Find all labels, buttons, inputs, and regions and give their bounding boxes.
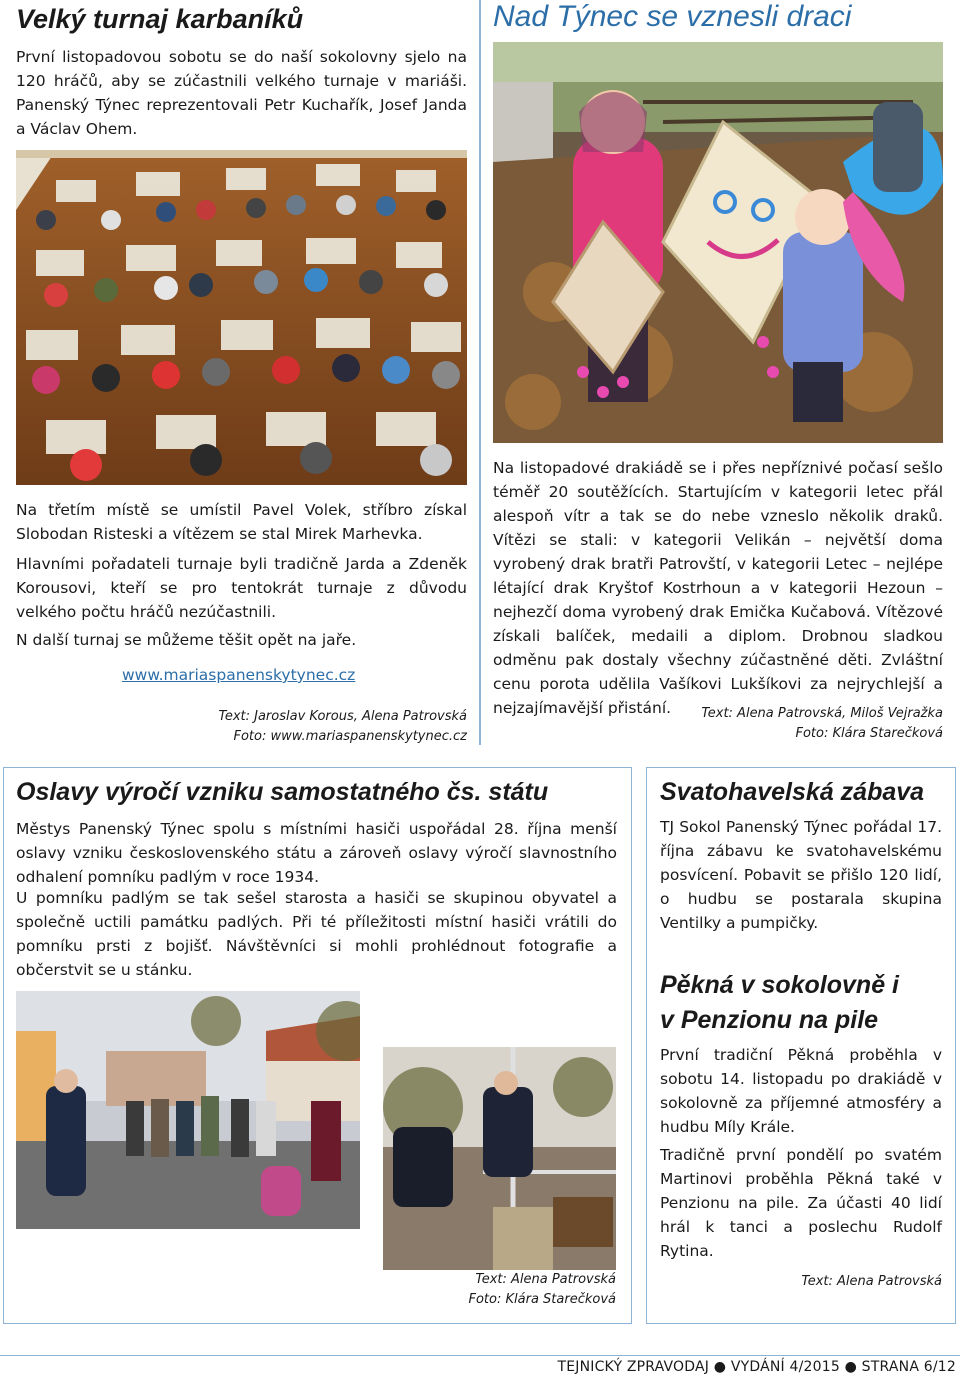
pekna-p1: První tradiční Pěkná proběhla v sobotu 14. listopadu po drakiádě v sokolovně za příjemné atmosféry a hudbu Míly Krále. (660, 1046, 942, 1136)
card-firefighters-photo (383, 1047, 616, 1270)
footer-rule (0, 1355, 960, 1356)
turnaj-credit-text: Text: Jaroslav Korous, Alena Patrovská (218, 709, 467, 724)
oslavy-p2: U pomníku padlým se tak sešel starosta a hasiči se skupinou obyvatel a společně uctili památku padlých. Při té příležitosti místní hasiči vrátili do pomníku prsti z bojišť. Návštěvníci si mohli prohlédnout fotografie a občerstvit se u stánku. (16, 889, 617, 979)
oslavy-title: Oslavy výročí vzniku samostatného čs. státu (16, 778, 549, 806)
turnaj-credit-photo: Foto: www.mariaspanenskytynec.cz (233, 729, 467, 744)
footer-text: TEJNICKÝ ZPRAVODAJ ● VYDÁNÍ 4/2015 ● STRANA 6/12 (557, 1359, 956, 1375)
pekna-p2: Tradičně první pondělí po svatém Martinovi proběhla Pěkná také v Penzionu na pile. Za účasti 40 lidí hrál k tanci a poslechu Rudolf Rytina. (660, 1146, 942, 1260)
draci-credit-photo: Foto: Klára Starečková (795, 726, 943, 741)
column-divider (479, 0, 481, 745)
pekna-title-line2: v Penzionu na pile (660, 1006, 879, 1034)
oslavy-credit-text: Text: Alena Patrovská (475, 1272, 616, 1287)
pekna-credit-text: Text: Alena Patrovská (801, 1274, 942, 1289)
turnaj-intro: První listopadovou sobotu se do naší sokolovny sjelo na 120 hráčů, aby se zúčastnili velkého turnaje v mariáši. Panenský Týnec reprezentovali Petr Kuchařík, Josef Janda a Václav Ohem. (16, 48, 467, 138)
zabava-title: Svatohavelská zábava (660, 778, 925, 806)
card-kites-photo (493, 42, 943, 443)
draci-body: Na listopadové drakiádě se i přes nepříznivé počasí sešlo téměř 20 soutěžících. Startujícím v kategorii letec přál alespoň vítr a tak se do nebe vzneslo několik draků. Vítězi se stali: v kategorii Velikán – největší doma vyrobený drak bratři Patrovští, v kategorii Letec – nejlépe létající drak Kryštof Kostrhoun a v kategorii Hezoun – nejhezčí doma vyrobený drak Emička Kučabová. Vítězové získali balíček, medaili a diplom. Drobnou sladkou odměnu pak dostaly všechny zúčastněné děti. Zvláštní cenu porota udělila Vašíkovi Lukšíkovi za nejrychlejší a nejzajímavější přistání. (493, 459, 943, 717)
card-memorial-crowd-photo (16, 991, 360, 1229)
pekna-title-line1: Pěkná v sokolovně i (660, 971, 899, 999)
pekna-title (660, 968, 942, 1038)
turnaj-results: Na třetím místě se umístil Pavel Volek, stříbro získal Slobodan Risteski a vítězem se stal Mirek Marhevka. (16, 501, 467, 543)
zabava-body: TJ Sokol Panenský Týnec pořádal 17. října zábavu ke svatohavelskému posvícení. Pobavit se přišlo 120 lidí, o hudbu se postarala skupina Ventilky a pumpičky. (660, 818, 942, 932)
oslavy-p1: Městys Panenský Týnec spolu s místními hasiči uspořádal 28. října menší oslavy vzniku československého státu a zároveň oslavy výročí slavnostního odhalení pomníku padlým v roce 1934. (16, 820, 617, 886)
turnaj-organizers: Hlavními pořadateli turnaje byli tradičně Jarda a Zdeněk Korousovi, kteří se pro tentokrát turnaje z důvodu velkého počtu hráčů nezúčastnili. (16, 555, 467, 621)
card-tournament-photo (16, 150, 467, 485)
turnaj-title: Velký turnaj karbaníků (16, 4, 304, 34)
oslavy-credit-photo: Foto: Klára Starečková (468, 1292, 616, 1307)
turnaj-link[interactable]: www.mariaspanenskytynec.cz (122, 666, 356, 684)
turnaj-next: N další turnaj se můžeme těšit opět na jaře. (16, 631, 357, 649)
draci-title: Nad Týnec se vznesli draci (493, 0, 852, 33)
draci-credit-text: Text: Alena Patrovská, Miloš Vejražka (701, 706, 943, 721)
